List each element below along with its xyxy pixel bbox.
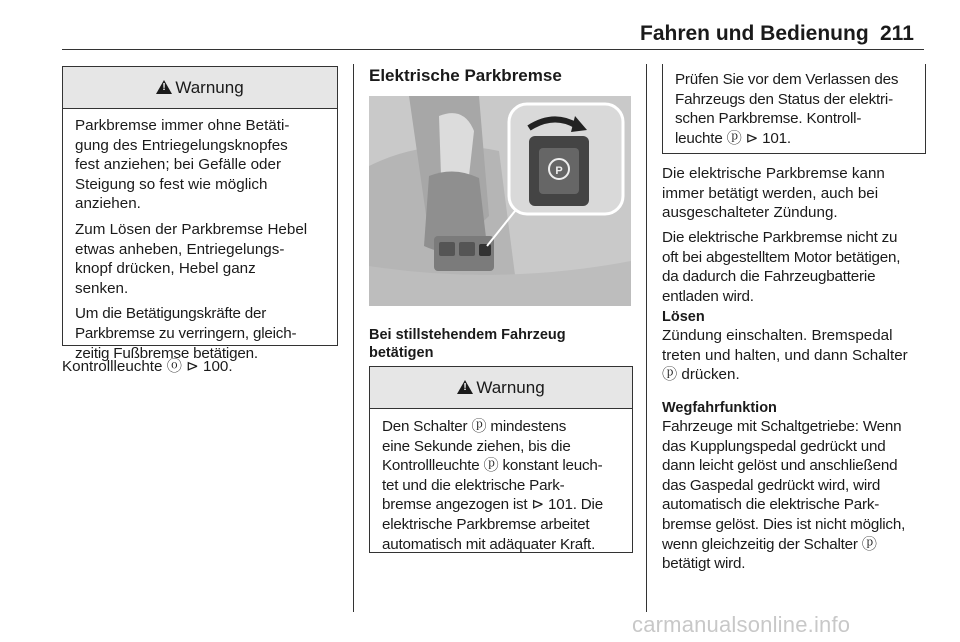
svg-text:P: P [555,165,563,177]
console-button [459,242,475,256]
warning-triangle-icon [457,380,473,394]
warning-body: Den Schalter ⓟ mindestens eine Sekunde ziehen, bis die Kontrollleuchte ⓟ konstant leuch- tet und die elektrische Park- bremse angezogen ist ⊳ 101. Die elektrische Parkbremse arbeitet automatisch mit adäquater Kraft. [382,418,603,553]
parking-brake-switch-small [479,244,491,256]
section-heading: Elektrische Parkbremse [369,66,562,85]
info-box-text: Prüfen Sie vor dem Verlassen des Fahrzeugs den Status der elektri- schen Parkbremse. Kontroll- leuchte ⓟ ⊳ 101. [675,71,899,147]
page-number: 211 [880,22,914,45]
subheading: Bei stillstehendem Fahrzeug betätigen [369,327,566,361]
paragraph: Zündung einschalten. Bremspedal treten und halten, und dann Schalter ⓟ drücken. [662,327,908,384]
paragraph: Fahrzeuge mit Schaltgetriebe: Wenn das Kupplungspedal gedrückt und dann leicht gelöst und anschließend das Gaspedal gedrückt wird, wird automatisch die elektrische Park- bremse gelöst. Dies ist nicht möglich, wenn gleichzeitig der Schalter ⓟ betätigt wird. [662,418,906,573]
parking-brake-illustration [369,96,631,306]
column-divider-right [646,64,647,612]
warning-header [370,367,632,409]
warning-body [63,109,337,375]
column-divider-left [353,64,354,612]
indicator-reference: Kontrollleuchte ⓞ ⊳ 100. [62,358,233,375]
watermark: carmanualsonline.info [632,612,851,637]
warning-paragraph: Zum Lösen der Parkbremse Hebel etwas anheben, Entriegelungs- knopf drücken, Hebel ganz senken. [75,220,308,297]
paragraph: Die elektrische Parkbremse kann immer betätigt werden, auch bei ausgeschalteter Zündung. [662,165,885,222]
section-subheading-wegfahrfunktion: Wegfahrfunktion [662,400,777,416]
warning-box-epb [369,366,633,553]
warning-paragraph: Um die Betätigungskräfte der Parkbremse zu verringern, gleich- zeitig Fußbremse betätigen. [75,305,297,362]
page-header-title: Fahren und Bedienung [640,22,869,45]
header-divider [62,49,924,50]
warning-paragraph: Parkbremse immer ohne Betäti- gung des Entriegelungsknopfes fest anziehen; bei Gefälle oder Steigung so fest wie möglich anziehen. [75,117,290,213]
warning-box-handbrake [62,66,338,362]
warning-triangle-icon [156,80,172,94]
warning-header [63,67,337,109]
section-subheading-loesen: Lösen [662,309,705,325]
info-box [662,64,926,154]
paragraph: Die elektrische Parkbremse nicht zu oft bei abgestelltem Motor betätigen, da dadurch die Fahrzeugbatterie entladen wird. [662,229,901,305]
warning-title: Warnung [476,378,545,397]
console-button [439,242,455,256]
warning-title: Warnung [175,78,244,97]
